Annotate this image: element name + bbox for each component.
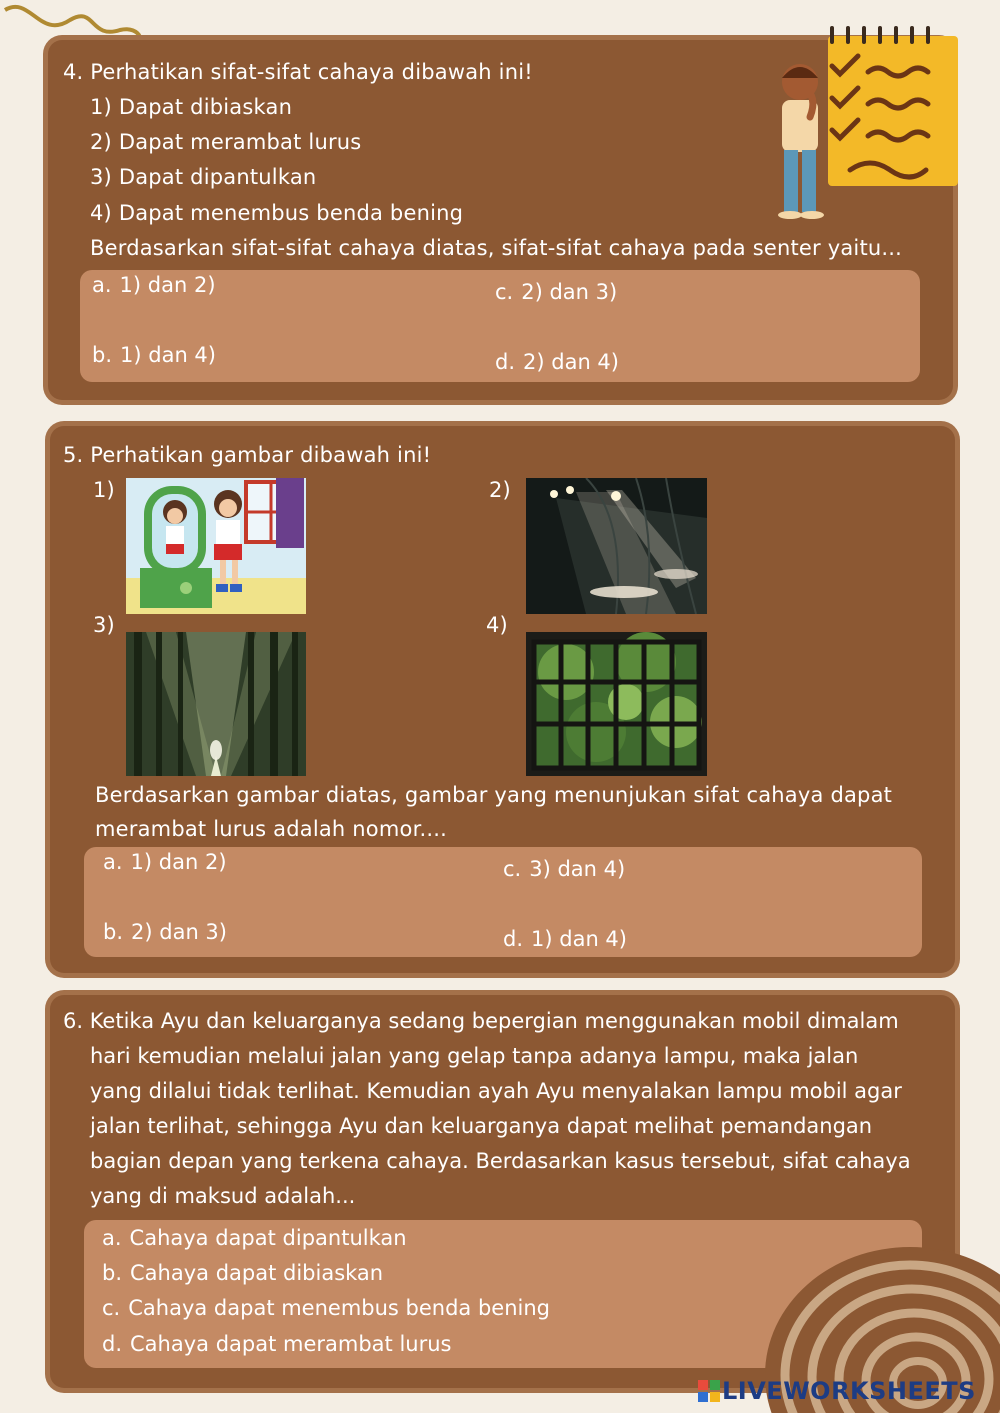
option-text: 2) dan 3) (521, 280, 618, 304)
option-text: Cahaya dapat dibiaskan (130, 1261, 384, 1285)
question-6-option-b[interactable] (102, 1258, 383, 1288)
option-letter: c. (503, 857, 522, 881)
option-letter: b. (92, 343, 113, 367)
question-5-option-b[interactable] (103, 917, 227, 947)
option-text: Cahaya dapat menembus benda bening (128, 1296, 551, 1320)
question-4-option-b[interactable] (92, 340, 216, 370)
question-6-option-d[interactable] (102, 1329, 451, 1359)
question-6-line: 6. Ketika Ayu dan keluarganya sedang bepergian menggunakan mobil dimalam (63, 1009, 899, 1033)
option-letter: b. (102, 1261, 123, 1285)
option-letter: c. (495, 280, 514, 304)
option-letter: d. (503, 927, 524, 951)
question-5-option-c[interactable] (503, 854, 625, 884)
question-5-option-a[interactable] (103, 847, 227, 877)
question-6-line: yang di maksud adalah... (90, 1184, 356, 1208)
spotlight-beams-image (526, 478, 707, 614)
option-text: 1) dan 4) (531, 927, 627, 951)
option-text: 2) dan 4) (523, 350, 619, 374)
question-6-option-a[interactable] (102, 1223, 407, 1253)
option-text: 1) dan 2) (130, 850, 227, 874)
question-4-option-a[interactable] (92, 270, 216, 300)
image-number: 1) (93, 478, 115, 502)
forest-light-rays-image (126, 632, 306, 776)
question-5-title: 5. Perhatikan gambar dibawah ini! (63, 443, 432, 467)
question-4-statement: 4) Dapat menembus benda bening (90, 201, 464, 225)
girls-mirror-image (126, 478, 306, 614)
question-6-line: yang dilalui tidak terlihat. Kemudian ayah Ayu menyalakan lampu mobil agar (90, 1079, 902, 1103)
option-text: Cahaya dapat dipantulkan (129, 1226, 407, 1250)
option-letter: d. (495, 350, 516, 374)
question-4-prompt: Berdasarkan sifat-sifat cahaya diatas, sifat-sifat cahaya pada senter yaitu... (90, 236, 903, 260)
liveworksheets-logo-icon (698, 1380, 720, 1402)
question-4-statement: 1) Dapat dibiaskan (90, 95, 293, 119)
option-letter: d. (102, 1332, 123, 1356)
question-4-title: 4. Perhatikan sifat-sifat cahaya dibawah ini! (63, 60, 533, 84)
question-5-prompt-line-1: Berdasarkan gambar diatas, gambar yang menunjukan sifat cahaya dapat (95, 783, 893, 807)
question-6-text (63, 1004, 943, 1214)
option-text: 3) dan 4) (529, 857, 626, 881)
option-letter: b. (103, 920, 124, 944)
option-letter: c. (102, 1296, 121, 1320)
question-4-option-c[interactable] (495, 277, 617, 307)
image-number: 2) (489, 478, 511, 502)
question-6-line: jalan terlihat, sehingga Ayu dan keluarganya dapat melihat pemandangan (90, 1114, 873, 1138)
image-number: 4) (486, 613, 508, 637)
option-letter: a. (102, 1226, 122, 1250)
question-6-line: bagian depan yang terkena cahaya. Berdasarkan kasus tersebut, sifat cahaya (90, 1149, 911, 1173)
question-4-statement: 2) Dapat merambat lurus (90, 130, 362, 154)
option-letter: a. (92, 273, 112, 297)
option-letter: a. (103, 850, 123, 874)
question-4-statement: 3) Dapat dipantulkan (90, 165, 317, 189)
question-5-option-d[interactable] (503, 924, 627, 954)
option-text: 1) dan 2) (119, 273, 216, 297)
image-number: 3) (93, 613, 115, 637)
thinking-boy-checklist-icon (770, 22, 965, 227)
question-4-option-d[interactable] (495, 347, 619, 377)
option-text: Cahaya dapat merambat lurus (130, 1332, 452, 1356)
question-5-prompt-line-2: merambat lurus adalah nomor.... (95, 817, 447, 841)
option-text: 1) dan 4) (120, 343, 216, 367)
option-text: 2) dan 3) (131, 920, 227, 944)
question-6-line: hari kemudian melalui jalan yang gelap tanpa adanya lampu, maka jalan (90, 1044, 859, 1068)
window-garden-image (526, 632, 707, 776)
liveworksheets-brand: LIVEWORKSHEETS (722, 1377, 976, 1405)
question-6-option-c[interactable] (102, 1293, 550, 1323)
